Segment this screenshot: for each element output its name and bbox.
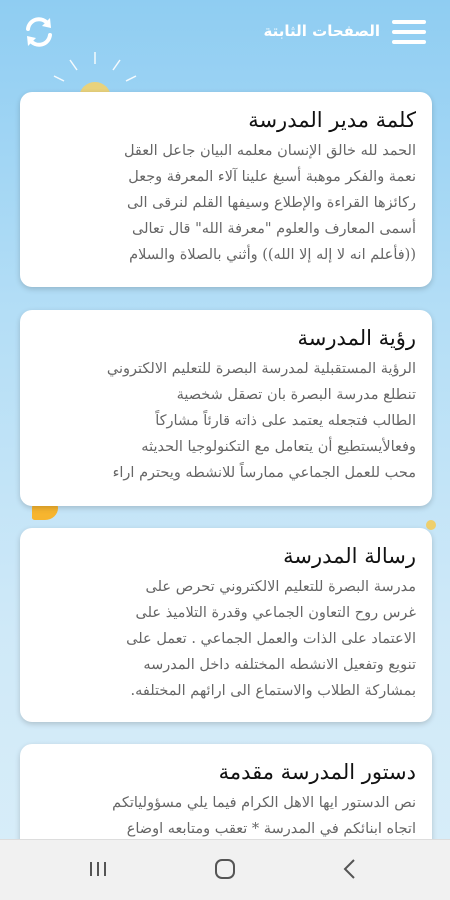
- card-heading: دستور المدرسة مقدمة: [218, 760, 416, 784]
- card-body: مدرسة البصرة للتعليم الالكتروني تحرص على غرس روح التعاون الجماعي وقدرة التلاميذ على الاعتماد على الذات والعمل الجماعي . تعمل على تنويع وتفعيل الانشطه المختلفه داخل المدرسه بمشاركة الطلاب والاستماع الى ارائهم المختلفه.: [126, 579, 416, 699]
- home-icon[interactable]: [205, 854, 245, 884]
- card-body: نص الدستور ايها الاهل الكرام فيما يلي مسؤولياتكم اتجاه ابنائكم في المدرسة * تعقب ومتابعه اوضاع: [112, 795, 416, 837]
- refresh-icon[interactable]: [22, 15, 56, 49]
- system-navigation-bar: [0, 839, 450, 900]
- card-heading: كلمة مدير المدرسة: [248, 108, 416, 132]
- page-title: الصفحات الثابتة: [263, 22, 380, 40]
- card-heading: رؤية المدرسة: [297, 326, 416, 350]
- school-constitution-card[interactable]: [20, 744, 432, 854]
- back-icon[interactable]: [330, 854, 370, 884]
- school-vision-card[interactable]: [20, 310, 432, 506]
- card-heading: رسالة المدرسة: [283, 544, 416, 568]
- decorative-dot: [426, 520, 436, 530]
- card-body: الرؤية المستقبلية لمدرسة البصرة للتعليم الالكتروني تنطلع مدرسة البصرة بان تصقل شخصية الطالب فتجعله يعتمد على ذاته قارئاً مشاركاً وفعالأيستطيع أن يتعامل مع التكنولوجيا الحديثه محب للعمل الجماعي ممارساً للانشطه ويحترم اراء: [106, 361, 416, 481]
- principal-word-card[interactable]: [20, 92, 432, 287]
- hamburger-menu-icon[interactable]: [392, 20, 426, 46]
- school-message-card[interactable]: [20, 528, 432, 722]
- recent-apps-icon[interactable]: [78, 854, 118, 884]
- card-body: الحمد لله خالق الإنسان معلمه البيان جاعل العقل نعمة والفكر موهبة أسبغ علينا آلاء المعرفة وجعل ركائزها القراءة والإطلاع وسيفها القلم لنرقى الى أسمى المعارف والعلوم "معرفة الله" قال تعالى ((فأعلم انه لا إله إلا الله)) وأثني بالصلاة والسلام: [123, 143, 416, 263]
